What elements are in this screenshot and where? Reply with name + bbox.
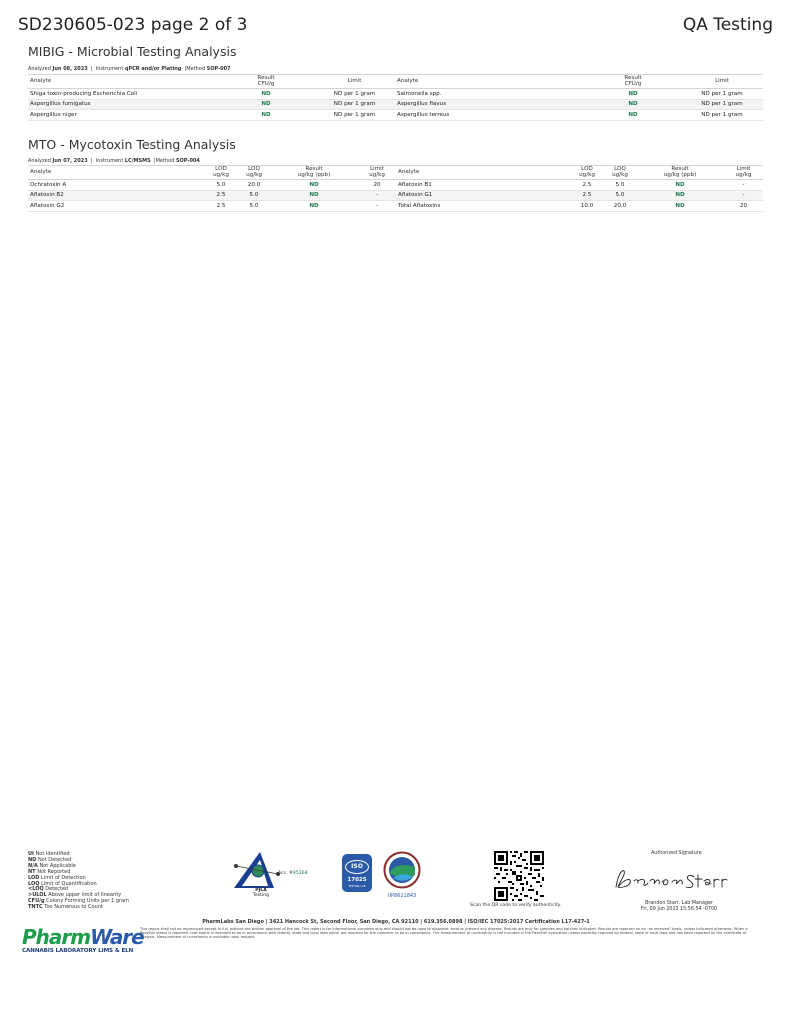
analyte-name: Aflatoxin B1 — [396, 180, 570, 191]
legend-item: UI Not Identified — [28, 851, 70, 857]
col-lod: LOD ug/kg — [204, 166, 238, 180]
signature-image — [612, 865, 742, 895]
accreditation-number: Acc. #85368 — [278, 871, 308, 876]
result-value: ND — [218, 99, 314, 110]
company-name: QA Testing — [682, 15, 773, 35]
limit-value: ND per 1 gram — [314, 99, 395, 110]
table-row — [28, 190, 763, 201]
lod-value: 10.0 — [570, 201, 604, 212]
brand-name: PharmWare — [22, 925, 144, 949]
col-limit-2: Limit — [681, 75, 763, 89]
lab-address: PharmLabs San Diego | 3421 Hancock St, Second Floor, San Diego, CA 92110 | 619.356.0898 | ISO/IEC 17025:2017 Certification L17-427-1 — [202, 919, 590, 925]
mibig-table — [28, 74, 763, 121]
limit-value: - — [724, 180, 763, 191]
report-id: SD230605-023 page 2 of 3 — [18, 15, 248, 35]
pjla-label: PJLA Testing — [252, 888, 270, 898]
iso-label: ISO — [345, 860, 369, 874]
legend-item: TNTC Too Numerous to Count — [28, 904, 103, 911]
col-lod-2: LOD ug/kg — [570, 166, 604, 180]
legend-item: N/A Not Applicable — [28, 862, 76, 869]
col-limit: Limit — [314, 75, 395, 89]
result-value: ND — [636, 190, 724, 201]
col-analyte: Analyte — [28, 166, 204, 180]
analyte-name: Aflatoxin G1 — [396, 190, 570, 201]
qr-code-icon[interactable] — [494, 851, 544, 901]
limit-value: ND per 1 gram — [681, 99, 763, 110]
col-limit: Limit ug/kg — [358, 166, 396, 180]
result-value: ND — [636, 180, 724, 191]
result-value: ND — [585, 110, 681, 121]
abbreviation-legend — [28, 852, 129, 911]
iso-badge-icon — [342, 854, 372, 892]
lod-value: 5.0 — [204, 180, 238, 191]
analyte-name: Total Aflatoxins — [396, 201, 570, 212]
col-result-2: Result ug/kg (ppb) — [636, 166, 724, 180]
brand-tagline: CANNABIS LABORATORY LIMS & ELN — [22, 948, 134, 954]
col-limit-2: Limit ug/kg — [724, 166, 763, 180]
ipb-seal-icon — [383, 851, 421, 889]
legend-item: <LOQ Detected — [28, 886, 69, 893]
col-result: Result CFU/g — [218, 75, 314, 89]
col-loq-2: LOQ ug/kg — [604, 166, 636, 180]
limit-value: ND per 1 gram — [681, 89, 763, 100]
analyte-name: Aspergillus niger — [28, 110, 218, 121]
loq-value: 5.0 — [238, 201, 270, 212]
result-value: ND — [270, 190, 358, 201]
table-header-row — [28, 75, 763, 89]
limit-value: - — [724, 190, 763, 201]
limit-value: ND per 1 gram — [681, 110, 763, 121]
legend-item: ND Not Detected — [28, 856, 72, 863]
col-analyte-2: Analyte — [396, 166, 570, 180]
mto-title: MTO - Mycotoxin Testing Analysis — [28, 137, 236, 152]
col-result: Result ug/kg (ppb) — [270, 166, 358, 180]
mibig-title: MIBIG - Microbial Testing Analysis — [28, 44, 237, 59]
analyte-name: Aspergillus flavus — [395, 99, 585, 110]
result-value: ND — [585, 99, 681, 110]
result-value: ND — [270, 201, 358, 212]
ipb-number: IIP8611843 — [388, 893, 417, 899]
lod-value: 2.5 — [204, 201, 238, 212]
limit-value: ND per 1 gram — [314, 89, 395, 100]
analyte-name: Aflatoxin B2 — [28, 190, 204, 201]
signer-name: Brandon Starr, Lab Manager — [645, 901, 713, 906]
analyte-name: Shiga toxin-producing Escherichia Coli — [28, 89, 218, 100]
result-value: ND — [270, 180, 358, 191]
loq-value: 5.0 — [604, 180, 636, 191]
col-analyte-2: Analyte — [395, 75, 585, 89]
col-result-2: Result CFU/g — [585, 75, 681, 89]
legend-item: LOD Limit of Detection — [28, 874, 86, 881]
result-value: ND — [585, 89, 681, 100]
legend-item: NT Not Reported — [28, 868, 71, 875]
signed-date: Fri, 09 Jun 2023 15:56:54 -0700 — [640, 906, 718, 912]
result-value: ND — [218, 110, 314, 121]
legend-item: CFU/g Colony Forming Units per 1 gram — [28, 898, 129, 905]
legend-item: LOQ Limit of Quantification — [28, 880, 97, 887]
lod-value: 2.5 — [570, 190, 604, 201]
lod-value: 2.5 — [204, 190, 238, 201]
table-row — [28, 201, 763, 212]
limit-value: ND per 1 gram — [314, 110, 395, 121]
analyte-name: Aspergillus terreus — [395, 110, 585, 121]
limit-value: - — [358, 190, 396, 201]
disclaimer-text: This report shall not be reproduced except in full, without the written approval of the lab. This report is for informational purposes only and should not be used to diagnose, treat or prevent any disease. Results are only for samples and batches indicated. Results are reported on an "as received" basis, unless indicated otherwise. When a Pass/Fail status is reported, that status is intended to be in accordance with federal, state and local laws which are required for the customer to be in compliance. The measurement of uncertainty is not included in the Pass/Fail evaluation unless explicitly required by federal, state or local laws and has been reported on the certificate of analysis. Measurement of uncertainty is available upon request. — [140, 927, 748, 940]
col-analyte: Analyte — [28, 75, 218, 89]
mibig-meta: Analyzed Jun 08, 2023 | Instrument qPCR and/or Plating |Method SOP-007 — [28, 66, 231, 72]
limit-value: 20 — [724, 201, 763, 212]
loq-value: 20.0 — [604, 201, 636, 212]
loq-value: 5.0 — [604, 190, 636, 201]
result-value: ND — [636, 201, 724, 212]
iso-number: 17025 — [347, 877, 367, 883]
limit-value: 20 — [358, 180, 396, 191]
result-value: ND — [218, 89, 314, 100]
pharmware-logo — [22, 925, 144, 961]
mto-table — [28, 165, 763, 212]
loq-value: 20.0 — [238, 180, 270, 191]
analyte-name: Aflatoxin G2 — [28, 201, 204, 212]
table-row — [28, 110, 763, 121]
lod-value: 2.5 — [570, 180, 604, 191]
table-header-row — [28, 166, 763, 180]
limit-value: - — [358, 201, 396, 212]
analyte-name: Aspergillus fumigatus — [28, 99, 218, 110]
table-row — [28, 89, 763, 100]
table-row — [28, 180, 763, 191]
analyte-name: Salmonella spp. — [395, 89, 585, 100]
col-loq: LOQ ug/kg — [238, 166, 270, 180]
loq-value: 5.0 — [238, 190, 270, 201]
qr-caption: Scan the QR code to verify authenticity. — [470, 903, 562, 908]
analyte-name: Ochratoxin A — [28, 180, 204, 191]
authorized-signature-label: Authorized Signature — [651, 851, 702, 856]
signer-info — [620, 901, 738, 912]
mto-meta: Analyzed Jun 07, 2023 | Instrument LC/MSMS |Method SOP-004 — [28, 158, 200, 164]
iso-sub: TESTING LAB — [348, 885, 366, 888]
table-row — [28, 99, 763, 110]
legend-item: >ULOL Above upper limit of linearity — [28, 892, 122, 899]
